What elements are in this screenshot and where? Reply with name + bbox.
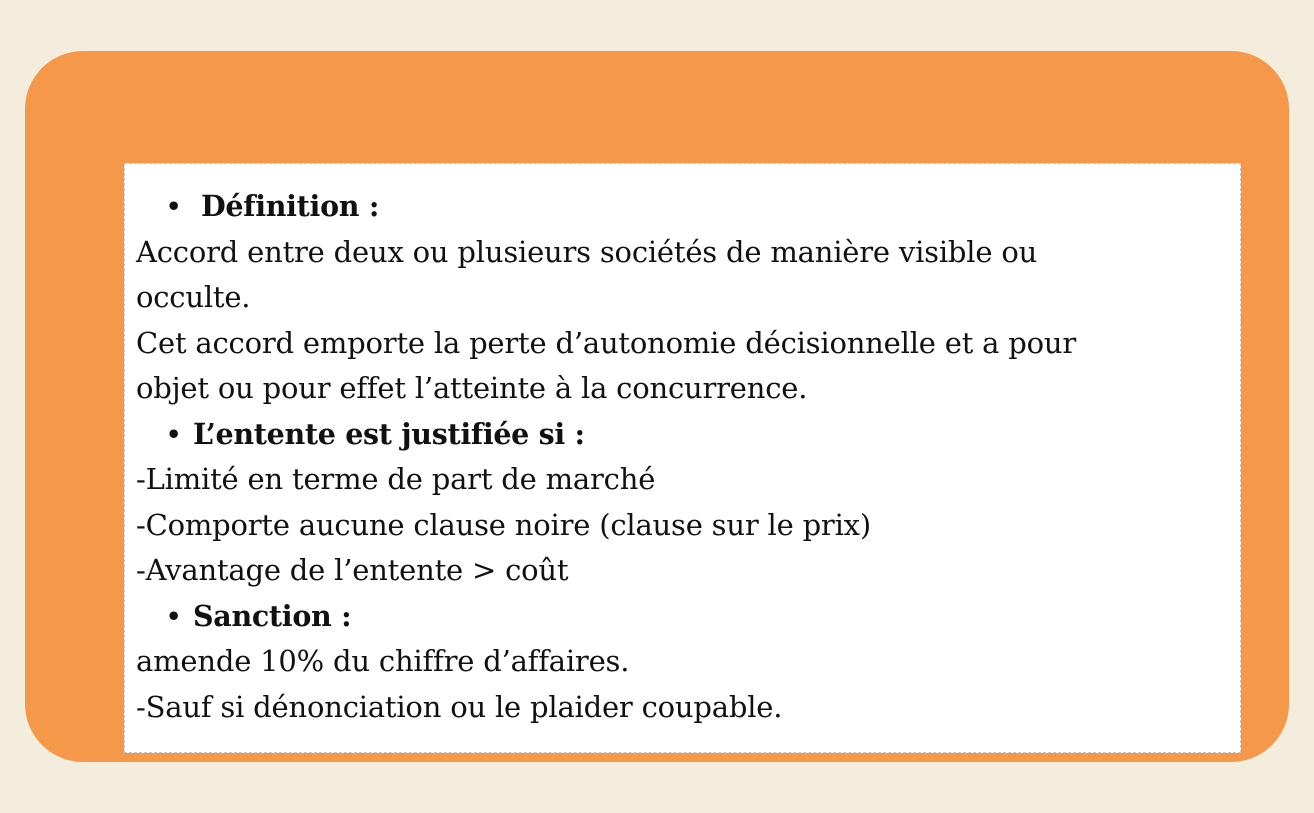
text-block	[136, 184, 1230, 730]
definition-line-1: Accord entre deux ou plusieurs sociétés de manière visible ou	[136, 234, 1038, 269]
heading-sanction: Sanction :	[193, 598, 352, 633]
heading-justification: L’entente est justifiée si :	[193, 416, 585, 451]
bullet-icon: •	[166, 601, 182, 631]
bullet-icon: •	[166, 419, 182, 449]
section-heading-sanction	[136, 594, 1230, 640]
card-frame	[25, 51, 1289, 762]
heading-definition: Définition :	[201, 189, 380, 223]
content-box	[124, 163, 1241, 753]
section-heading-definition	[136, 184, 1230, 230]
justification-line-1: -Limité en terme de part de marché	[136, 462, 656, 496]
sanction-line-2: -Sauf si dénonciation ou le plaider coupable.	[136, 689, 783, 724]
definition-line-2: occulte.	[136, 280, 251, 314]
sanction-line-1: amende 10% du chiffre d’affaires.	[136, 644, 630, 678]
justification-line-3: -Avantage de l’entente > coût	[136, 553, 569, 587]
bullet-icon: •	[166, 192, 182, 221]
definition-line-3: Cet accord emporte la perte d’autonomie décisionnelle et a pour	[136, 325, 1077, 360]
section-heading-justification	[136, 412, 1230, 458]
justification-line-2: -Comporte aucune clause noire (clause sur le prix)	[136, 507, 871, 542]
definition-line-4: objet ou pour effet l’atteinte à la concurrence.	[136, 371, 808, 405]
